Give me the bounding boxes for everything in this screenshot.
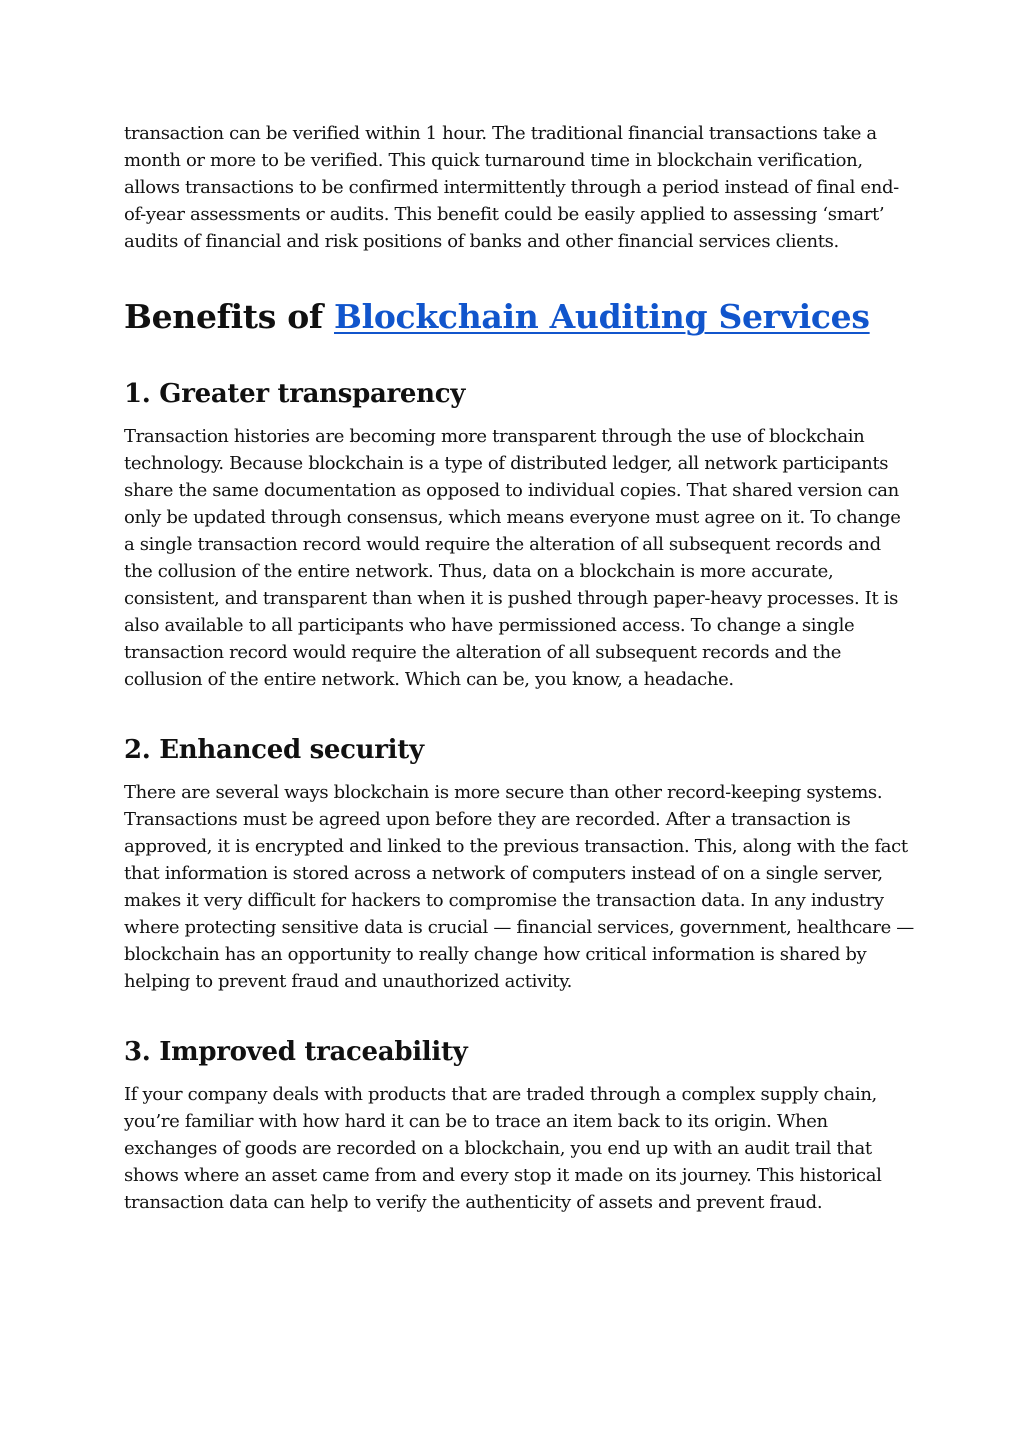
benefit-body-traceability: If your company deals with products that are traded through a complex supply chain, you’re familiar with how hard it can be to trace an item back to its origin. When exchanges of goods are recorded on a blockchain, you end up with an audit trail that shows where an asset came from and every stop it made on its journey. This historical transaction data can help to verify the authenticity of assets and prevent fraud. <box>124 1084 882 1213</box>
blockchain-auditing-services-link[interactable]: Blockchain Auditing Services <box>334 297 870 336</box>
intro-paragraph: transaction can be verified within 1 hour. The traditional financial transactions take a month or more to be verified. This quick turnaround time in blockchain verification, allows transactions to be confirmed intermittently through a period instead of final end-of-year assessments or audits. This benefit could be easily applied to assessing ‘smart’ audits of financial and risk positions of banks and other financial services clients. <box>124 123 899 252</box>
document-page <box>124 120 914 1216</box>
benefit-heading-traceability: 3. Improved traceability <box>124 1037 468 1067</box>
benefit-heading-transparency: 1. Greater transparency <box>124 379 466 409</box>
section-heading <box>124 295 914 339</box>
benefit-body-transparency: Transaction histories are becoming more transparent through the use of blockchain technology. Because blockchain is a type of distributed ledger, all network participants share the same documentation as opposed to individual copies. That shared version can only be updated through consensus, which means everyone must agree on it. To change a single transaction record would require the alteration of all subsequent records and the collusion of the entire network. Thus, data on a blockchain is more accurate, consistent, and transparent than when it is pushed through paper-heavy processes. It is also available to all participants who have permissioned access. To change a single transaction record would require the alteration of all subsequent records and the collusion of the entire network. Which can be, you know, a headache. <box>124 426 901 690</box>
heading-prefix: Benefits of <box>124 297 335 336</box>
benefit-heading-security: 2. Enhanced security <box>124 735 424 765</box>
benefit-body-security: There are several ways blockchain is more secure than other record-keeping systems. Transactions must be agreed upon before they are recorded. After a transaction is approved, it is encrypted and linked to the previous transaction. This, along with the fact that information is stored across a network of computers instead of on a single server, makes it very difficult for hackers to compromise the transaction data. In any industry where protecting sensitive data is crucial — financial services, government, healthcare — blockchain has an opportunity to really change how critical information is shared by helping to prevent fraud and unauthorized activity. <box>124 782 914 992</box>
